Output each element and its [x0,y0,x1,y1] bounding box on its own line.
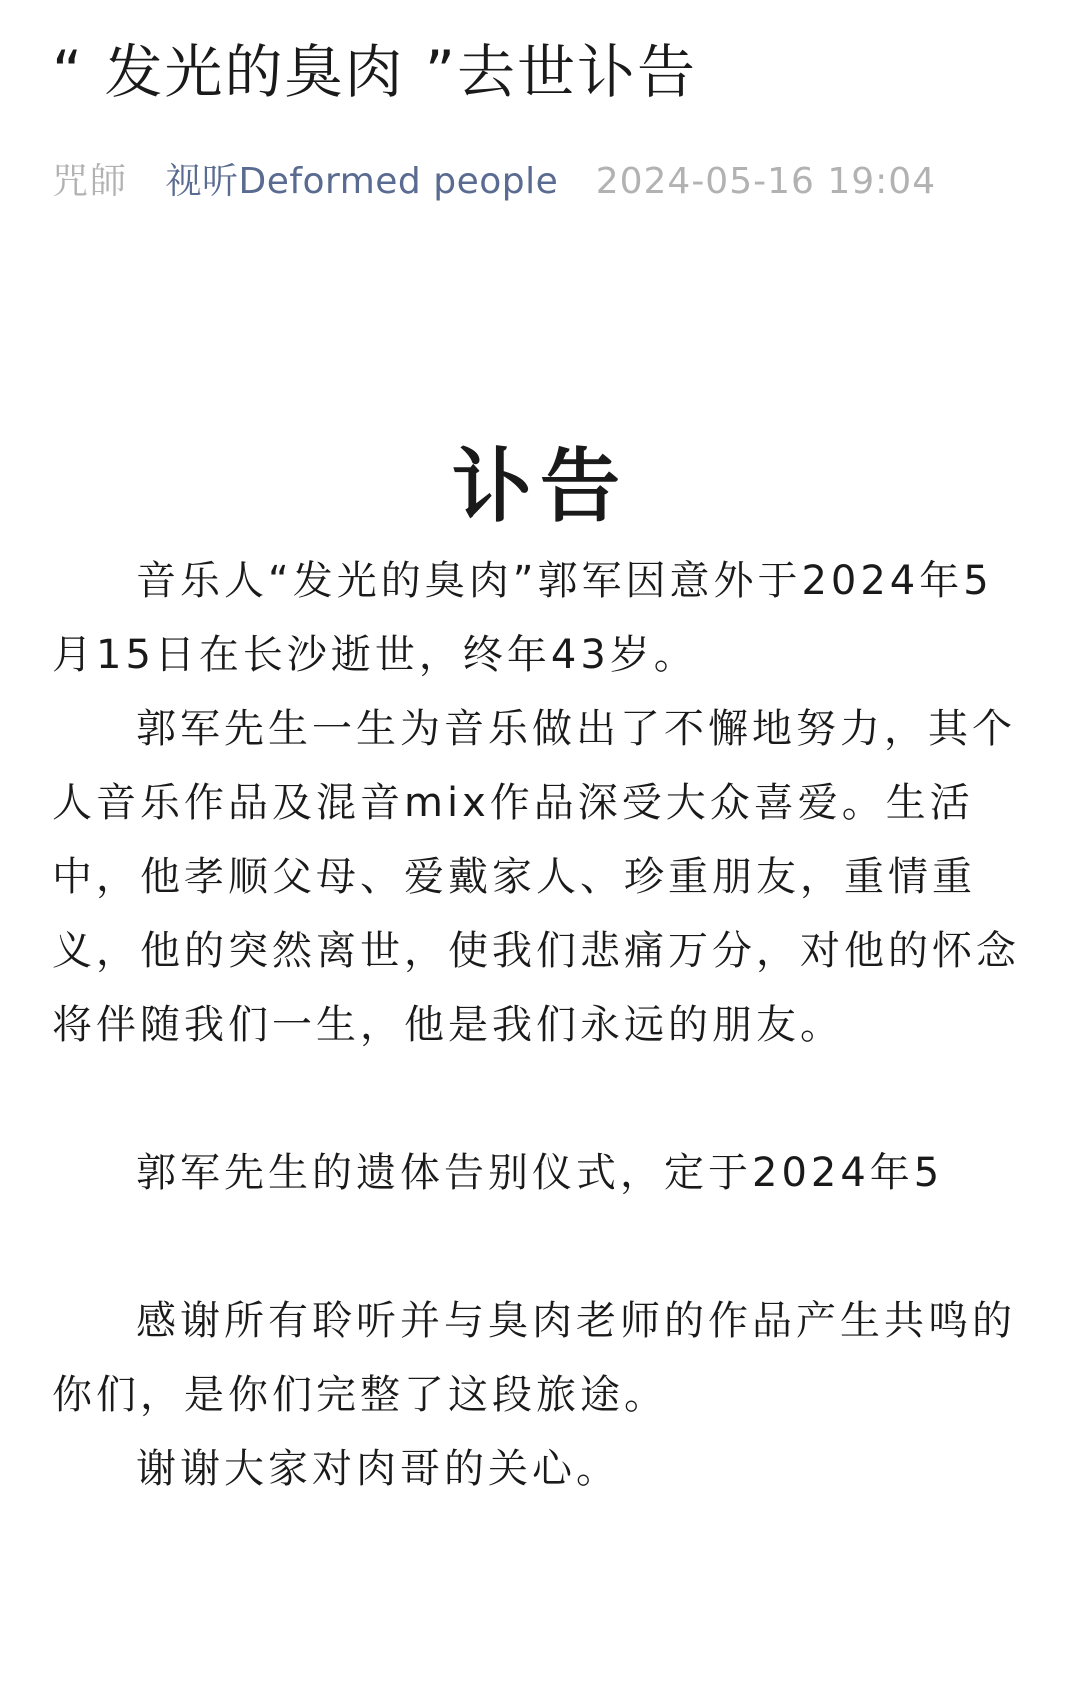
redacted-region [52,1208,1032,1274]
account-link[interactable]: 视听Deformed people [165,161,559,202]
notice-paragraph: 郭军先生一生为音乐做出了不懈地努力，其个人音乐作品及混音mix作品深受大众喜爱。生活中，他孝顺父母、爱戴家人、珍重朋友，重情重义，他的突然离世，使我们悲痛万分，对他的怀念将伴随我们一生，他是我们永远的朋友。 [52,706,1020,1048]
article-title: “ 发光的臭肉 ”去世讣告 [52,38,697,106]
notice-paragraph: 郭军先生的遗体告别仪式，定于2024年5 [136,1150,944,1196]
notice-paragraph: 谢谢大家对肉哥的关心。 [136,1446,620,1492]
notice-paragraph: 音乐人“发光的臭肉”郭军因意外于2024年5月15日在长沙逝世，终年43岁。 [52,558,993,678]
author-name[interactable]: 咒師 [52,161,129,202]
publish-time: 2024-05-16 19:04 [595,161,937,202]
notice-paragraph: 感谢所有聆听并与臭肉老师的作品产生共鸣的你们，是你们完整了这段旅途。 [52,1298,1016,1418]
notice-heading: 讣告 [452,440,628,533]
article-meta [52,152,1042,212]
